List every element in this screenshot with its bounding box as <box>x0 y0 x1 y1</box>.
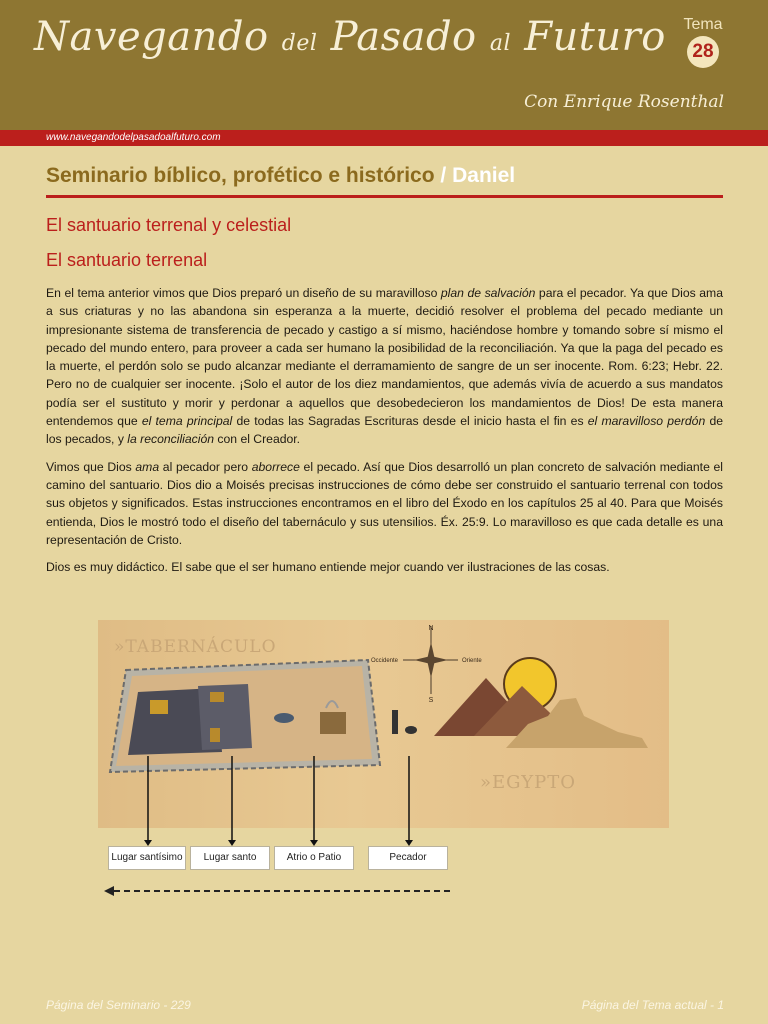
section-title: El santuario terrenal y celestial <box>46 215 292 235</box>
label-holy-place: Lugar santo <box>190 846 270 870</box>
emphasis: ama <box>135 459 160 474</box>
text-run: de los pecados, y <box>46 414 724 447</box>
publication-title <box>34 14 666 60</box>
label-holiest-place: Lugar santísimo <box>108 846 186 870</box>
text-run: de todas las Sagradas Escrituras desde el inicio hasta el fin es <box>232 414 588 429</box>
emphasis: el maravilloso perdón <box>587 414 706 429</box>
article-body <box>46 284 723 585</box>
paragraph <box>46 458 723 549</box>
seminar-book: Daniel <box>452 164 516 187</box>
arrow-tips <box>98 828 669 848</box>
compass-north: N <box>428 625 434 632</box>
website-link[interactable]: www.navegandodelpasadoalfuturo.com <box>46 132 221 143</box>
compass-south: S <box>428 697 434 704</box>
emphasis: el tema principal <box>141 414 233 429</box>
compass-east: Oriente <box>462 658 482 664</box>
ark-of-covenant <box>150 700 168 714</box>
title-word: Pasado <box>330 14 477 60</box>
label-courtyard: Atrio o Patio <box>274 846 354 870</box>
title-word: Navegando <box>34 14 269 60</box>
title-word: al <box>489 31 512 56</box>
direction-arrow <box>104 884 454 898</box>
text-run: el pecado. Así que Dios desarrolló un plan concreto de salvación mediante el camino del santuario. Dios dio a Moisés precisas instrucciones de cómo debe ser construido el santuario terrenal con todos sus objetos y significados. Estas instrucciones encontramos en el libro del Éxodo en los capítulos 25 al 40. Para que Moisés entienda, Dios le mostró todo el diseño del tabernáculo y sus utensilios. Éx. 25:9. Lo maravilloso es que cada detalle es una representación de Cristo. <box>46 459 724 547</box>
table-shewbread <box>210 692 224 702</box>
seminar-heading <box>46 164 515 188</box>
paragraph <box>46 558 723 576</box>
title-word: Futuro <box>524 14 666 60</box>
text-run: con el Creador. <box>214 432 301 447</box>
author-credit: Con Enrique Rosenthal <box>524 92 724 112</box>
compass-rose <box>371 625 482 704</box>
text-run: para el pecador. Ya que Dios ama a sus criaturas y no las abandona sin esperanza a la muerte, decidió resolver el problema del pecado mediante un impresionante sistema de transferencia de pecado y castigo a sí mismo, haciéndose hombre y tomando sobre sí mismo el pecado del mundo entero, para proveer a cada ser humano la posibilidad de la reconciliación. Ya que la paga del pecado es la muerte, el perdón solo se pudo alcanzar mediante el derramamiento de sangre de un ser inocente. Rom. 6:23; Hebr. 22. Pero no de cualquier ser inocente. ¡Solo el autor de los diez mandamientos, que además vivía de acuerdo a sus mandatos podía ser el sustituto y morir y perdonar a aquellos que desobedecieron los mandamientos de Dios! De esta manera entendemos que <box>46 286 723 429</box>
egypt-label: »EGYPTO <box>480 772 576 793</box>
emphasis: plan de salvación <box>440 286 536 300</box>
lamb <box>405 726 417 734</box>
tema-label: Tema <box>683 16 723 33</box>
subsection-title: El santuario terrenal <box>46 250 208 270</box>
label-sinner: Pecador <box>368 846 448 870</box>
holy-place <box>198 684 252 750</box>
topic-page-number: Página del Tema actual - 1 <box>581 998 724 1012</box>
tabernacle-label: »TABERNÁCULO <box>114 637 277 657</box>
seminar-page-number: Página del Seminario - 229 <box>46 998 191 1012</box>
altar-of-sacrifice <box>320 712 346 734</box>
sinner-figure <box>392 710 398 734</box>
seminar-separator: / <box>440 164 447 187</box>
tabernacle-illustration <box>98 620 669 828</box>
heading-divider <box>46 195 723 198</box>
paragraph <box>46 284 723 449</box>
title-word: del <box>281 31 318 56</box>
seminar-title: Seminario bíblico, profético e histórico <box>46 164 435 187</box>
tema-number-badge: 28 <box>687 36 719 68</box>
lampstand <box>210 728 220 742</box>
header-banner <box>0 0 768 130</box>
emphasis: la reconciliación <box>127 432 215 447</box>
text-run: Vimos que Dios <box>46 459 136 474</box>
text-run: Dios es muy didáctico. El sabe que el ser humano entiende mejor cuando ver ilustraciones de las cosas. <box>46 560 610 575</box>
emphasis: aborrece <box>251 459 300 474</box>
tabernacle-scene <box>98 620 669 828</box>
text-run: al pecador pero <box>159 459 252 474</box>
text-run: En el tema anterior vimos que Dios preparó un diseño de su maravilloso <box>46 286 441 300</box>
bronze-laver <box>274 713 294 723</box>
compass-west: Occidente <box>370 658 398 664</box>
